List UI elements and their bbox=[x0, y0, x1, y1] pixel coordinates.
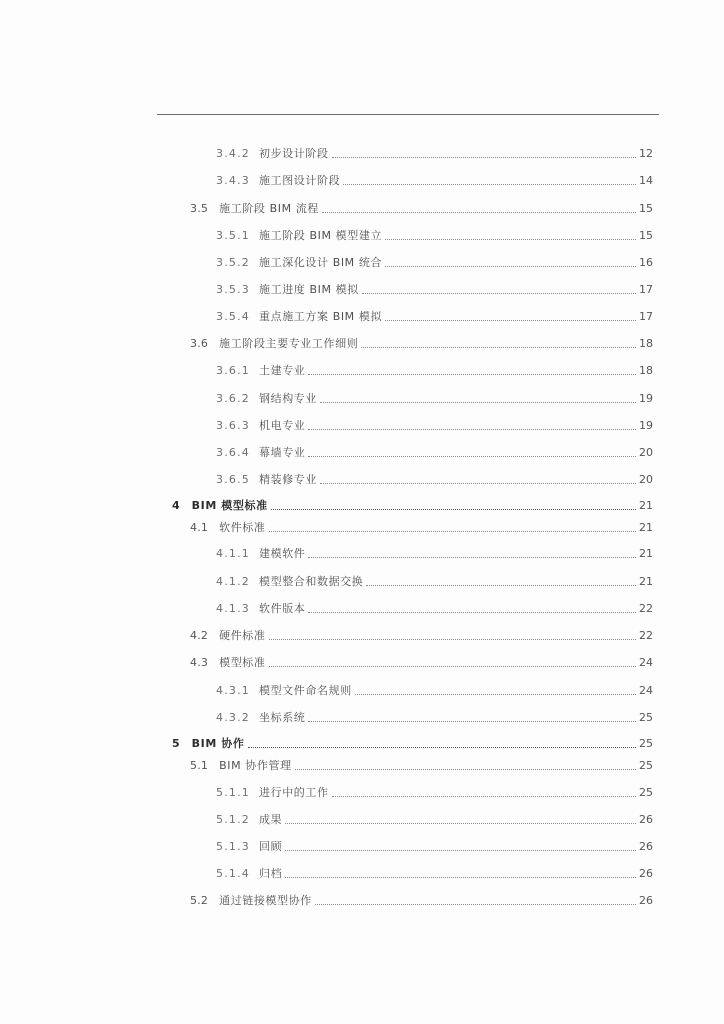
toc-entry-title: 模型标准 bbox=[219, 656, 266, 669]
toc-entry-number: 3.6.1 bbox=[216, 364, 250, 377]
toc-dot-leader bbox=[308, 374, 636, 375]
toc-entry-number: 3.6.3 bbox=[216, 419, 250, 432]
toc-entry[interactable] bbox=[190, 890, 653, 908]
toc-entry[interactable] bbox=[190, 755, 653, 773]
toc-entry-title: 模型整合和数据交换 bbox=[259, 575, 364, 588]
toc-page-number: 17 bbox=[639, 310, 653, 323]
toc-entry-number: 3.6.5 bbox=[216, 473, 250, 486]
toc-dot-leader bbox=[308, 429, 636, 430]
toc-entry[interactable] bbox=[216, 469, 653, 487]
toc-dot-leader bbox=[285, 877, 636, 878]
toc-entry-number: 5.2 bbox=[190, 894, 209, 907]
toc-page-number: 21 bbox=[639, 547, 653, 560]
toc-page-number: 21 bbox=[639, 575, 653, 588]
toc-entry-title: BIM 协作 bbox=[191, 737, 245, 750]
toc-dot-leader bbox=[320, 483, 636, 484]
toc-entry[interactable] bbox=[216, 707, 653, 725]
toc-entry-number: 5.1.4 bbox=[216, 867, 250, 880]
toc-entry-number: 5.1 bbox=[190, 759, 209, 772]
toc-dot-leader bbox=[308, 557, 636, 558]
toc-entry-title: 机电专业 bbox=[259, 419, 306, 432]
toc-entry[interactable] bbox=[216, 279, 653, 297]
toc-dot-leader bbox=[361, 347, 636, 348]
toc-dot-leader bbox=[332, 796, 636, 797]
toc-page-number: 24 bbox=[639, 656, 653, 669]
toc-dot-leader bbox=[269, 531, 637, 532]
toc-page-number: 14 bbox=[639, 174, 653, 187]
toc-dot-leader bbox=[271, 509, 636, 510]
toc-page-number: 25 bbox=[639, 711, 653, 724]
toc-page-number: 18 bbox=[639, 364, 653, 377]
toc-entry-number: 3.4.2 bbox=[216, 147, 250, 160]
toc-dot-leader bbox=[269, 639, 637, 640]
toc-dot-leader bbox=[285, 850, 636, 851]
toc-entry-number: 3.6 bbox=[190, 337, 209, 350]
toc-page-number: 26 bbox=[639, 894, 653, 907]
toc-entry[interactable] bbox=[190, 333, 653, 351]
toc-page-number: 25 bbox=[639, 786, 653, 799]
toc-entry[interactable] bbox=[216, 225, 653, 243]
toc-entry[interactable] bbox=[216, 598, 653, 616]
toc-dot-leader bbox=[315, 904, 636, 905]
toc-page-number: 24 bbox=[639, 684, 653, 697]
toc-page-number: 22 bbox=[639, 629, 653, 642]
toc-page-number: 25 bbox=[639, 737, 653, 750]
toc-entry-title: 施工阶段主要专业工作细则 bbox=[219, 337, 359, 350]
toc-dot-leader bbox=[385, 266, 636, 267]
toc-dot-leader bbox=[343, 184, 636, 185]
toc-page-number: 19 bbox=[639, 419, 653, 432]
toc-entry[interactable] bbox=[216, 360, 653, 378]
toc-dot-leader bbox=[269, 666, 637, 667]
toc-dot-leader bbox=[248, 747, 636, 748]
toc-dot-leader bbox=[385, 320, 636, 321]
toc-entry-number: 4 bbox=[172, 499, 180, 512]
toc-page-number: 20 bbox=[639, 446, 653, 459]
toc-entry[interactable] bbox=[216, 252, 653, 270]
toc-entry-title: 施工进度 BIM 模拟 bbox=[259, 283, 359, 296]
toc-entry-number: 4.3 bbox=[190, 656, 209, 669]
toc-entry-number: 4.3.2 bbox=[216, 711, 250, 724]
toc-entry-title: 重点施工方案 BIM 模拟 bbox=[259, 310, 383, 323]
toc-entry-number: 5.1.1 bbox=[216, 786, 250, 799]
toc-dot-leader bbox=[285, 823, 636, 824]
toc-dot-leader bbox=[385, 239, 636, 240]
toc-entry-title: 幕墙专业 bbox=[259, 446, 306, 459]
header-rule bbox=[157, 114, 659, 115]
toc-entry[interactable] bbox=[216, 571, 653, 589]
toc-entry-title: BIM 协作管理 bbox=[219, 759, 292, 772]
toc-entry-number: 4.1 bbox=[190, 521, 209, 534]
toc-entry-number: 4.1.2 bbox=[216, 575, 250, 588]
toc-entry[interactable] bbox=[216, 306, 653, 324]
toc-entry-number: 4.3.1 bbox=[216, 684, 250, 697]
toc-entry-number: 3.5.2 bbox=[216, 256, 250, 269]
toc-entry-title: BIM 模型标准 bbox=[191, 499, 268, 512]
toc-page-number: 15 bbox=[639, 229, 653, 242]
toc-entry-number: 5 bbox=[172, 737, 180, 750]
toc-entry-title: 土建专业 bbox=[259, 364, 306, 377]
toc-page-number: 25 bbox=[639, 759, 653, 772]
toc-entry-title: 初步设计阶段 bbox=[259, 147, 329, 160]
toc-entry[interactable] bbox=[216, 170, 653, 188]
toc-entry-title: 回顾 bbox=[259, 840, 283, 853]
toc-entry-title: 建模软件 bbox=[259, 547, 306, 560]
toc-entry-number: 5.1.3 bbox=[216, 840, 250, 853]
toc-entry[interactable] bbox=[190, 198, 653, 216]
toc-dot-leader bbox=[308, 456, 636, 457]
toc-entry-number: 3.5.3 bbox=[216, 283, 250, 296]
toc-entry[interactable] bbox=[216, 836, 653, 854]
toc-entry[interactable] bbox=[216, 415, 653, 433]
toc-entry-number: 4.2 bbox=[190, 629, 209, 642]
toc-dot-leader bbox=[322, 212, 636, 213]
toc-entry[interactable] bbox=[216, 782, 653, 800]
toc-dot-leader bbox=[308, 721, 636, 722]
toc-entry-title: 软件版本 bbox=[259, 602, 306, 615]
toc-dot-leader bbox=[355, 694, 636, 695]
toc-page-number: 19 bbox=[639, 392, 653, 405]
toc-entry-title: 精装修专业 bbox=[259, 473, 317, 486]
toc-dot-leader bbox=[366, 585, 636, 586]
toc-entry-title: 坐标系统 bbox=[259, 711, 306, 724]
toc-entry-number: 3.6.2 bbox=[216, 392, 250, 405]
toc-entry[interactable] bbox=[172, 495, 653, 513]
toc-entry[interactable] bbox=[216, 442, 653, 460]
toc-entry-title: 归档 bbox=[259, 867, 283, 880]
toc-entry[interactable] bbox=[216, 809, 653, 827]
toc-entry-title: 施工深化设计 BIM 统合 bbox=[259, 256, 383, 269]
toc-entry[interactable] bbox=[216, 680, 653, 698]
toc-entry-number: 5.1.2 bbox=[216, 813, 250, 826]
toc-entry-title: 硬件标准 bbox=[219, 629, 266, 642]
toc-entry-number: 3.6.4 bbox=[216, 446, 250, 459]
toc-page-number: 12 bbox=[639, 147, 653, 160]
toc-dot-leader bbox=[332, 157, 636, 158]
toc-entry[interactable] bbox=[190, 517, 653, 535]
toc-entry[interactable] bbox=[216, 863, 653, 881]
toc-entry[interactable] bbox=[190, 652, 653, 670]
toc-entry-title: 成果 bbox=[259, 813, 283, 826]
toc-page-number: 18 bbox=[639, 337, 653, 350]
toc-entry[interactable] bbox=[216, 388, 653, 406]
toc-entry-title: 施工图设计阶段 bbox=[259, 174, 341, 187]
toc-entry-title: 施工阶段 BIM 模型建立 bbox=[259, 229, 383, 242]
toc-page-number: 21 bbox=[639, 499, 653, 512]
toc-page-number: 26 bbox=[639, 867, 653, 880]
toc-entry-title: 进行中的工作 bbox=[259, 786, 329, 799]
toc-page-number: 15 bbox=[639, 202, 653, 215]
toc-entry[interactable] bbox=[190, 625, 653, 643]
toc-entry-number: 3.5.4 bbox=[216, 310, 250, 323]
toc-dot-leader bbox=[308, 612, 636, 613]
toc-entry-title: 钢结构专业 bbox=[259, 392, 317, 405]
toc-page-number: 20 bbox=[639, 473, 653, 486]
toc-page-number: 22 bbox=[639, 602, 653, 615]
toc-entry-number: 3.4.3 bbox=[216, 174, 250, 187]
toc-entry-number: 3.5 bbox=[190, 202, 209, 215]
toc-page-number: 26 bbox=[639, 813, 653, 826]
toc-entry[interactable] bbox=[172, 733, 653, 751]
toc-entry-number: 3.5.1 bbox=[216, 229, 250, 242]
toc-entry-title: 软件标准 bbox=[219, 521, 266, 534]
toc-entry-number: 4.1.1 bbox=[216, 547, 250, 560]
toc-dot-leader bbox=[362, 293, 636, 294]
toc-page-number: 21 bbox=[639, 521, 653, 534]
toc-entry[interactable] bbox=[216, 543, 653, 561]
toc-entry-title: 模型文件命名规则 bbox=[259, 684, 352, 697]
toc-entry-title: 通过链接模型协作 bbox=[219, 894, 312, 907]
toc-dot-leader bbox=[320, 402, 636, 403]
toc-entry-number: 4.1.3 bbox=[216, 602, 250, 615]
toc-page-number: 26 bbox=[639, 840, 653, 853]
toc-entry[interactable] bbox=[216, 143, 653, 161]
toc-page-number: 16 bbox=[639, 256, 653, 269]
toc-page-number: 17 bbox=[639, 283, 653, 296]
toc-entry-title: 施工阶段 BIM 流程 bbox=[219, 202, 319, 215]
toc-dot-leader bbox=[295, 769, 636, 770]
